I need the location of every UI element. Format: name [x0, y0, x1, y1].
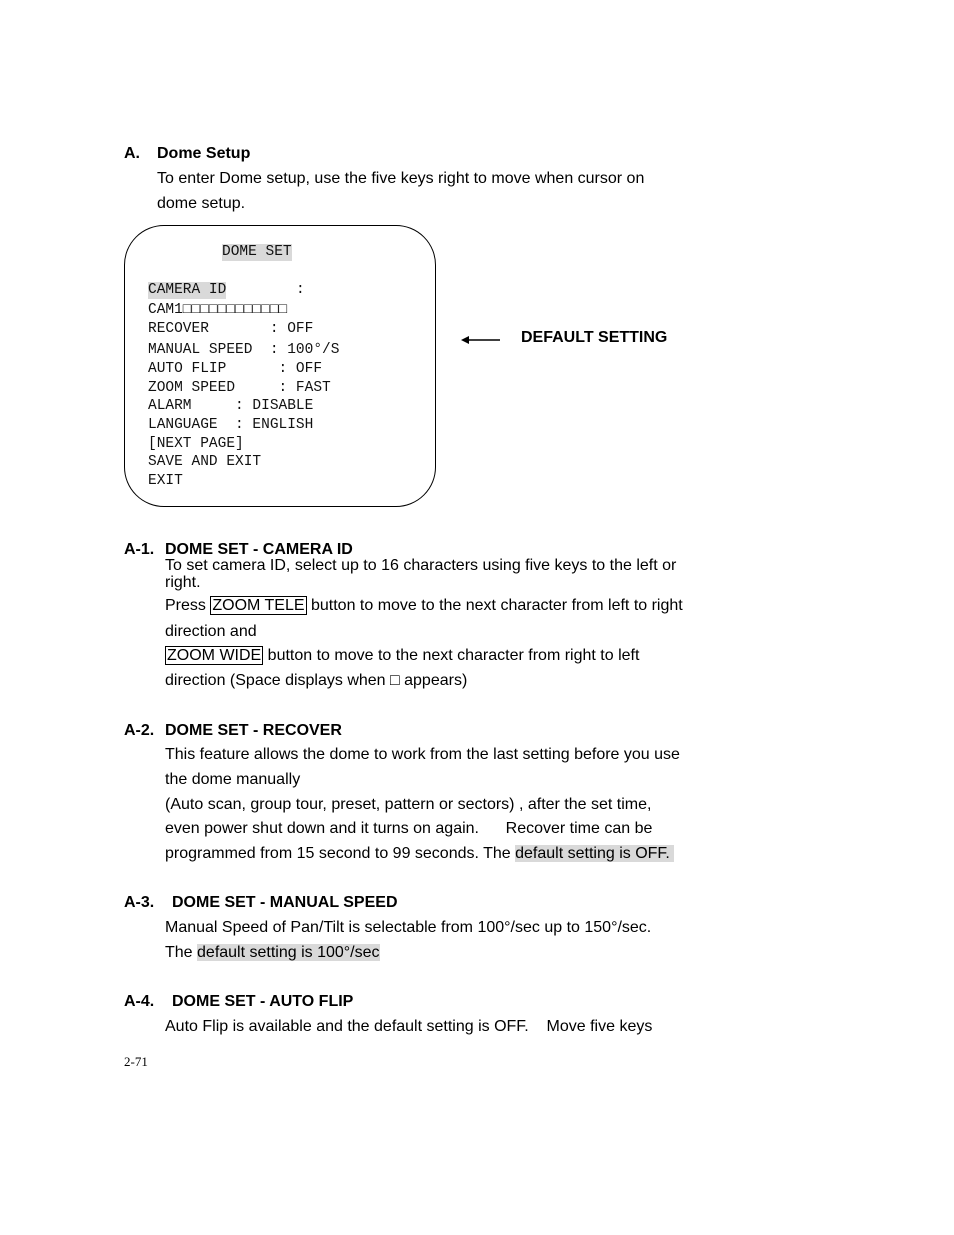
menu-manual-speed: MANUAL SPEED : 100°/S	[148, 342, 340, 358]
a3-line2	[165, 944, 380, 962]
a3-line2-start: The	[165, 944, 198, 961]
a4-title: DOME SET - AUTO FLIP	[172, 993, 354, 1010]
menu-alarm: ALARM : DISABLE	[148, 398, 314, 414]
a3-title: DOME SET - MANUAL SPEED	[172, 894, 398, 911]
menu-next-page: [NEXT PAGE]	[148, 436, 244, 452]
menu-recover: RECOVER : OFF	[148, 321, 314, 337]
menu-exit: EXIT	[148, 473, 183, 489]
a1-title: DOME SET - CAMERA ID	[165, 541, 353, 558]
zoom-tele-key: ZOOM TELE	[212, 597, 305, 614]
a1-line1: To set camera ID, select up to 16 characters using five keys to the left or	[165, 557, 677, 574]
menu-zoom-speed: ZOOM SPEED : FAST	[148, 380, 331, 396]
a2-label: A-2.	[124, 722, 155, 739]
a4-label: A-4.	[124, 993, 155, 1010]
a1-press-text: Press	[165, 597, 206, 614]
menu-camera-id-colon: :	[296, 282, 305, 298]
a4-line1: Auto Flip is available and the default setting is OFF. Move five keys	[165, 1018, 653, 1035]
a2-line4: even power shut down and it turns on again. Recover time can be	[165, 820, 653, 837]
a1-line4: direction and	[165, 623, 257, 640]
menu-camera-id-value: CAM1□□□□□□□□□□□□	[148, 302, 288, 318]
a2-title: DOME SET - RECOVER	[165, 722, 342, 739]
a1-line2: right.	[165, 574, 201, 591]
a2-line3: (Auto scan, group tour, preset, pattern or sectors) , after the set time,	[165, 796, 652, 813]
section-a-label: A.	[124, 145, 140, 162]
section-a-intro-line1: To enter Dome setup, use the five keys right to move when cursor on	[157, 170, 645, 187]
menu-language: LANGUAGE : ENGLISH	[148, 417, 314, 433]
section-a-title: Dome Setup	[157, 145, 251, 162]
a3-default-highlight: default setting is 100°/sec	[197, 944, 380, 961]
a2-default-highlight: default setting is OFF.	[515, 845, 675, 862]
menu-auto-flip: AUTO FLIP : OFF	[148, 361, 323, 377]
a1-label: A-1.	[124, 541, 155, 558]
section-a-intro-line2: dome setup.	[157, 195, 246, 212]
a1-line3-rest: button to move to the next character from left to right	[310, 597, 683, 614]
zoom-wide-key: ZOOM WIDE	[167, 647, 262, 664]
a3-label: A-3.	[124, 894, 155, 911]
a1-line3	[165, 597, 683, 615]
a2-line5	[165, 845, 674, 863]
default-setting-label: DEFAULT SETTING	[521, 329, 668, 346]
a3-line1: Manual Speed of Pan/Tilt is selectable from 100°/sec up to 150°/sec.	[165, 919, 652, 936]
arrow-left-icon	[460, 333, 502, 347]
a2-line5-start: programmed from 15 second to 99 seconds. The	[165, 845, 516, 862]
menu-save-and-exit: SAVE AND EXIT	[148, 454, 262, 470]
menu-camera-id-label: CAMERA ID	[148, 282, 227, 298]
a1-line5	[165, 647, 639, 665]
a1-line5-rest: button to move to the next character from right to left	[267, 647, 640, 664]
a1-line6: direction (Space displays when □ appears)	[165, 672, 468, 689]
menu-title: DOME SET	[222, 244, 292, 260]
a2-line2: the dome manually	[165, 771, 301, 788]
page-number: 2-71	[124, 1054, 148, 1069]
a2-line1: This feature allows the dome to work from the last setting before you use	[165, 746, 680, 763]
